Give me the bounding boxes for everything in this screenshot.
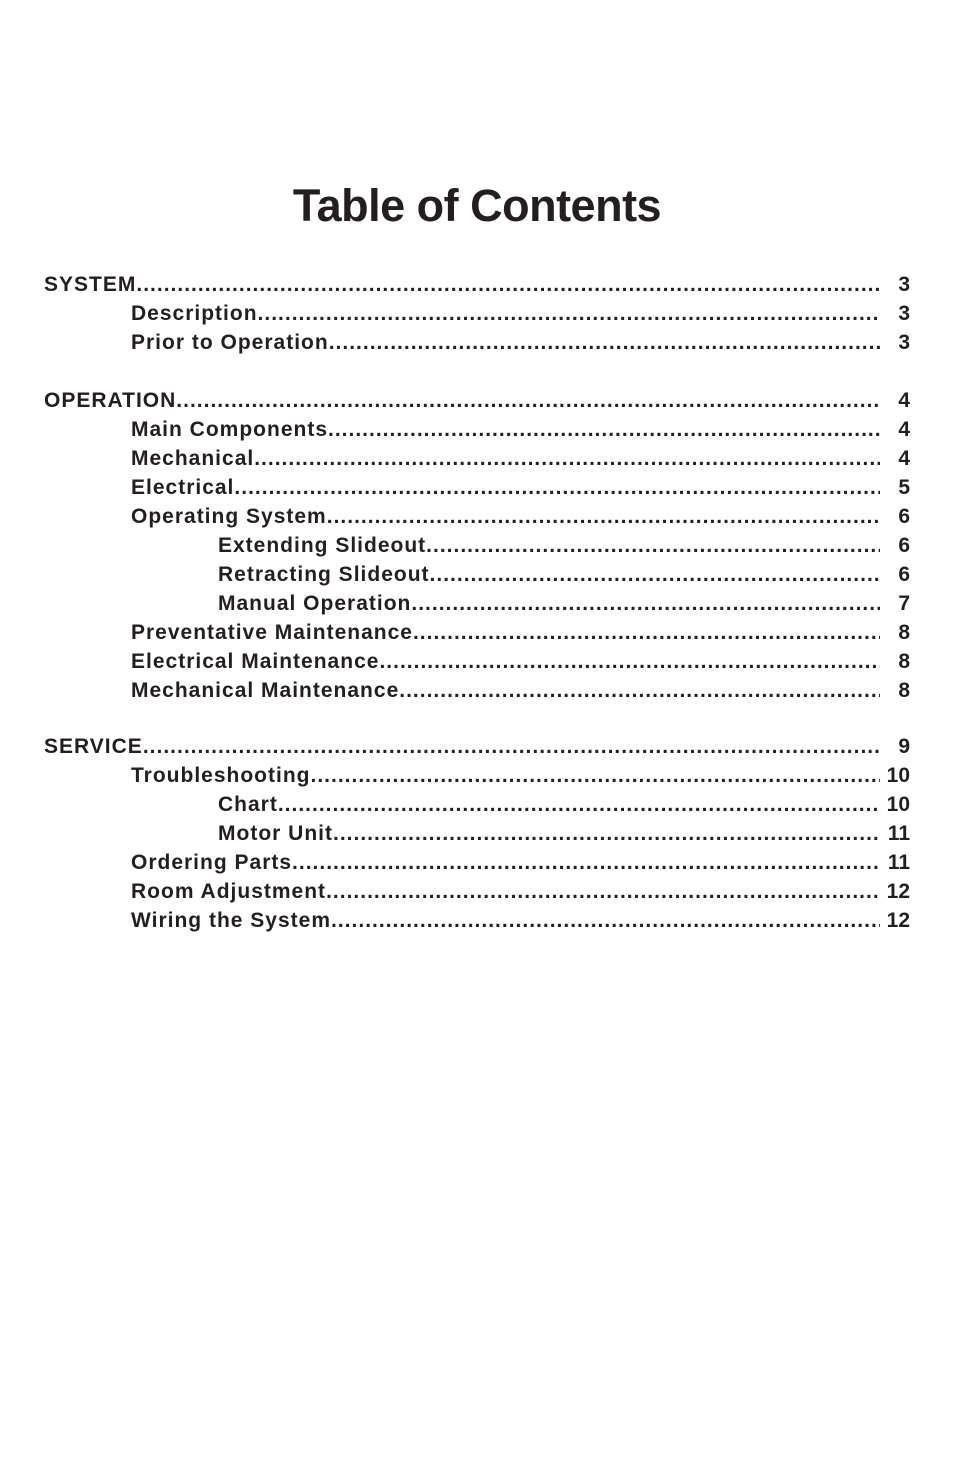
toc-entry-wiring-the-system[interactable] (131, 906, 910, 935)
dot-leader (176, 386, 880, 415)
toc-entry-label: Electrical (131, 476, 235, 499)
toc-entry-page: 3 (898, 273, 910, 296)
toc-entry-page: 9 (898, 735, 910, 758)
toc-entry-page: 11 (887, 851, 910, 874)
toc-entry-main-components[interactable] (131, 415, 910, 444)
toc-entry-label: Manual Operation (218, 592, 412, 615)
toc-entry-label: Prior to Operation (131, 331, 329, 354)
toc-entry-description[interactable] (131, 299, 910, 328)
dot-leader (329, 328, 880, 357)
dot-leader (379, 647, 880, 676)
toc-entry-page: 3 (898, 331, 910, 354)
toc-entry-preventative-maintenance[interactable] (131, 618, 910, 647)
toc-entry-page: 8 (898, 650, 910, 673)
toc-entry-mechanical-maintenance[interactable] (131, 676, 910, 705)
dot-leader (143, 732, 880, 761)
toc-entry-prior-to-operation[interactable] (131, 328, 910, 357)
toc-entry-page: 4 (898, 447, 910, 470)
toc-entry-label: Operating System (131, 505, 327, 528)
toc-entry-label: Electrical Maintenance (131, 650, 380, 673)
toc-entry-operating-system[interactable] (131, 502, 910, 531)
dot-leader (426, 531, 880, 560)
toc-entry-page: 4 (898, 389, 910, 412)
toc-entry-page: 6 (898, 505, 910, 528)
toc-entry-label: Room Adjustment (131, 880, 327, 903)
dot-leader (411, 589, 880, 618)
toc-entry-label: Mechanical Maintenance (131, 679, 400, 702)
toc-entry-page: 12 (886, 880, 910, 903)
toc-entry-troubleshooting[interactable] (131, 761, 910, 790)
dot-leader (328, 415, 880, 444)
dot-leader (136, 270, 880, 299)
toc-entry-room-adjustment[interactable] (131, 877, 910, 906)
toc-entry-label: SERVICE (44, 735, 143, 758)
toc-entry-label: Mechanical (131, 447, 255, 470)
toc-entry-operation[interactable] (44, 386, 910, 415)
toc-entry-label: Extending Slideout (218, 534, 427, 557)
toc-entry-extending-slideout[interactable] (218, 531, 910, 560)
toc-entry-electrical[interactable] (131, 473, 910, 502)
dot-leader (292, 848, 880, 877)
dot-leader (413, 618, 880, 647)
dot-leader (399, 676, 880, 705)
toc-entry-page: 7 (898, 592, 910, 615)
toc-entry-page: 11 (887, 822, 910, 845)
toc-entry-service[interactable] (44, 732, 910, 761)
toc-entry-page: 8 (898, 679, 910, 702)
toc-entry-page: 3 (898, 302, 910, 325)
dot-leader (327, 502, 880, 531)
page-title: Table of Contents (292, 180, 662, 231)
toc-entry-label: Retracting Slideout (218, 563, 430, 586)
toc-entry-label: SYSTEM (44, 273, 137, 296)
toc-entry-page: 10 (886, 793, 910, 816)
dot-leader (333, 819, 880, 848)
toc-entry-motor-unit[interactable] (218, 819, 910, 848)
toc-entry-label: Chart (218, 793, 278, 816)
dot-leader (430, 560, 880, 589)
toc-entry-chart[interactable] (218, 790, 910, 819)
dot-leader (258, 299, 880, 328)
toc-entry-page: 6 (898, 563, 910, 586)
toc-entry-page: 6 (898, 534, 910, 557)
dot-leader (254, 444, 880, 473)
dot-leader (278, 790, 880, 819)
toc-entry-page: 12 (886, 909, 910, 932)
dot-leader (234, 473, 880, 502)
toc-entry-label: OPERATION (44, 389, 177, 412)
toc-entry-label: Troubleshooting (131, 764, 311, 787)
toc-entry-retracting-slideout[interactable] (218, 560, 910, 589)
toc-entry-system[interactable] (44, 270, 910, 299)
toc-entry-manual-operation[interactable] (218, 589, 910, 618)
dot-leader (310, 761, 880, 790)
toc-entry-page: 8 (898, 621, 910, 644)
toc-entry-label: Description (131, 302, 258, 325)
toc-entry-label: Main Components (131, 418, 328, 441)
toc-entry-label: Preventative Maintenance (131, 621, 413, 644)
toc-entry-label: Ordering Parts (131, 851, 293, 874)
toc-entry-ordering-parts[interactable] (131, 848, 910, 877)
dot-leader (331, 906, 880, 935)
dot-leader (326, 877, 880, 906)
toc-entry-page: 4 (898, 418, 910, 441)
toc-entry-mechanical[interactable] (131, 444, 910, 473)
toc-entry-page: 10 (886, 764, 910, 787)
toc-entry-page: 5 (898, 476, 910, 499)
toc-entry-label: Motor Unit (218, 822, 333, 845)
toc-entry-electrical-maintenance[interactable] (131, 647, 910, 676)
toc-entry-label: Wiring the System (131, 909, 332, 932)
